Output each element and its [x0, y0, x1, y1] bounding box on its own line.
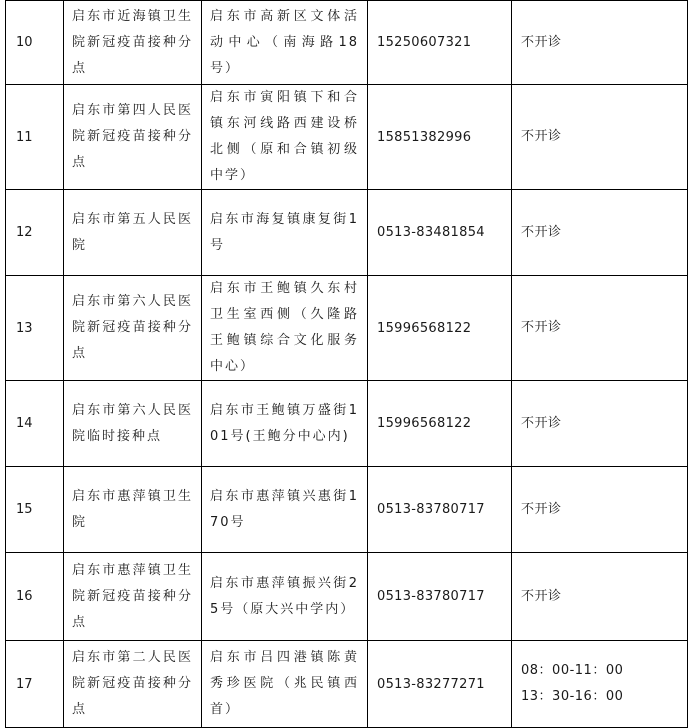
- site-phone: 0513-83780717: [368, 467, 512, 553]
- site-name: 启东市惠萍镇卫生院: [64, 467, 202, 553]
- table-row: [6, 276, 688, 381]
- site-phone: 0513-83277271: [368, 641, 512, 728]
- row-number: 16: [6, 553, 64, 641]
- site-address: 启东市吕四港镇陈黄秀珍医院（兆民镇西首）: [202, 641, 368, 728]
- table-row: [6, 381, 688, 467]
- table-row: [6, 553, 688, 641]
- site-hours: [512, 190, 688, 276]
- site-address: 启东市海复镇康复街1号: [202, 190, 368, 276]
- site-address: 启东市惠萍镇振兴街25号（原大兴中学内）: [202, 553, 368, 641]
- site-hours: [512, 553, 688, 641]
- row-number: 15: [6, 467, 64, 553]
- hours-line: 不开诊: [521, 501, 562, 517]
- site-phone: 15851382996: [368, 85, 512, 190]
- site-phone: 0513-83780717: [368, 553, 512, 641]
- hours-line: 13：30-16：00: [521, 689, 624, 704]
- vaccination-site-table: [5, 0, 688, 728]
- site-name: 启东市第五人民医院: [64, 190, 202, 276]
- row-number: 17: [6, 641, 64, 728]
- site-phone: 15996568122: [368, 381, 512, 467]
- site-name: 启东市惠萍镇卫生院新冠疫苗接种分点: [64, 553, 202, 641]
- site-hours: [512, 85, 688, 190]
- table-row: [6, 85, 688, 190]
- site-hours: [512, 276, 688, 381]
- site-hours: [512, 467, 688, 553]
- hours-line: 不开诊: [521, 34, 562, 50]
- table-row: [6, 641, 688, 728]
- site-phone: 15996568122: [368, 276, 512, 381]
- site-name: 启东市近海镇卫生院新冠疫苗接种分点: [64, 1, 202, 85]
- row-number: 11: [6, 85, 64, 190]
- hours-line: 不开诊: [521, 320, 562, 335]
- site-hours: [512, 1, 688, 85]
- hours-line: 不开诊: [521, 224, 562, 240]
- site-name: 启东市第二人民医院新冠疫苗接种分点: [64, 641, 202, 728]
- site-address: 启东市寅阳镇下和合镇东河线路西建设桥北侧（原和合镇初级中学）: [202, 85, 368, 190]
- site-name: 启东市第六人民医院临时接种点: [64, 381, 202, 467]
- site-address: 启东市王鲍镇久东村卫生室西侧（久隆路王鲍镇综合文化服务中心）: [202, 276, 368, 381]
- row-number: 13: [6, 276, 64, 381]
- site-address: 启东市王鲍镇万盛街101号(王鲍分中心内): [202, 381, 368, 467]
- table-row: [6, 190, 688, 276]
- site-hours: [512, 641, 688, 728]
- site-address: 启东市高新区文体活动中心（南海路18号）: [202, 1, 368, 85]
- hours-line: 不开诊: [521, 129, 562, 144]
- hours-line: 08：00-11：00: [521, 663, 624, 678]
- hours-line: 不开诊: [521, 588, 562, 604]
- row-number: 12: [6, 190, 64, 276]
- site-name: 启东市第六人民医院新冠疫苗接种分点: [64, 276, 202, 381]
- site-hours: [512, 381, 688, 467]
- row-number: 10: [6, 1, 64, 85]
- hours-line: 不开诊: [521, 415, 562, 431]
- row-number: 14: [6, 381, 64, 467]
- table-row: [6, 1, 688, 85]
- site-phone: 0513-83481854: [368, 190, 512, 276]
- table-row: [6, 467, 688, 553]
- site-address: 启东市惠萍镇兴惠街170号: [202, 467, 368, 553]
- site-phone: 15250607321: [368, 1, 512, 85]
- site-name: 启东市第四人民医院新冠疫苗接种分点: [64, 85, 202, 190]
